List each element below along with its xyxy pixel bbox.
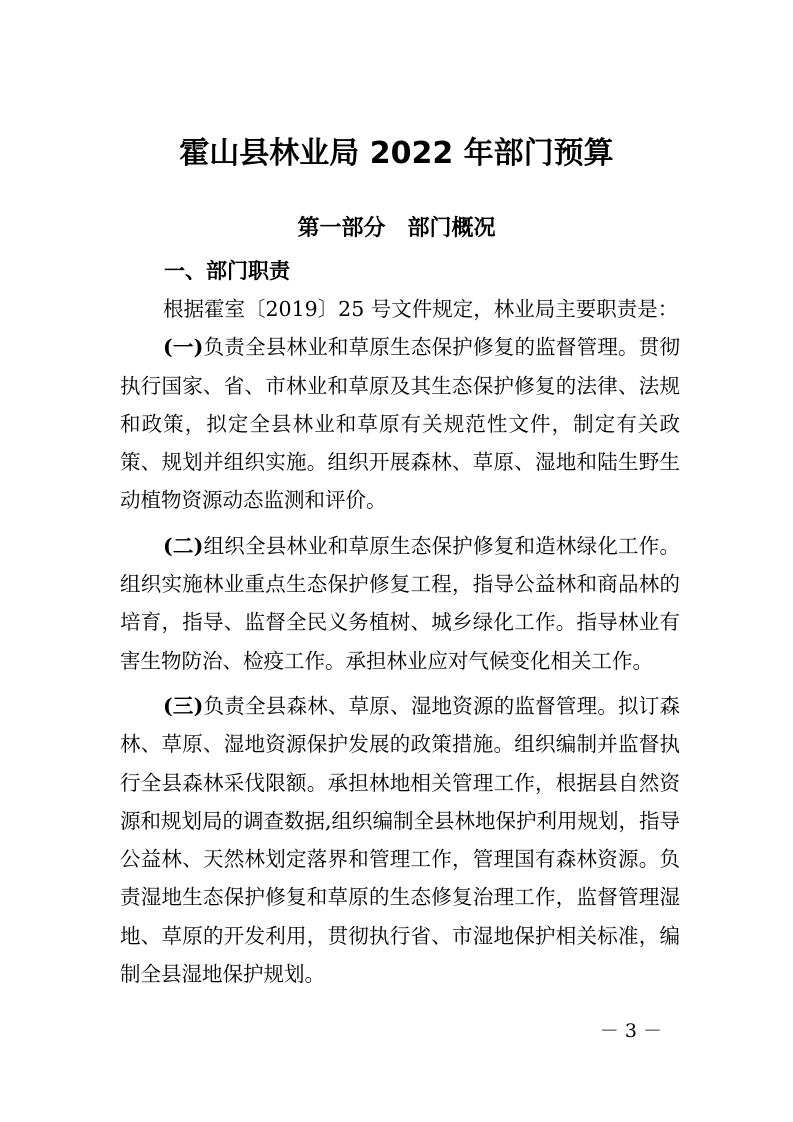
item-text: 组织全县林业和草原生态保护修复和造林绿化工作。组织实施林业重点生态保护修复工程，指导公益林和商品林的培育，指导、监督全民义务植树、城乡绿化工作。指导林业有害生物防治、检疫工作。承担林业应对气候变化相关工作。 <box>120 533 681 673</box>
duty-paragraph-2 <box>120 527 680 680</box>
section-heading: 一、部门职责 <box>164 259 290 283</box>
duty-paragraph-3 <box>120 687 680 993</box>
part-heading <box>0 212 793 246</box>
document-title: 霍山县林业局 2022 年部门预算 <box>179 136 614 171</box>
body-text <box>120 290 680 993</box>
part-label: 第一部分 <box>297 216 386 241</box>
item-label: (三) <box>163 693 204 718</box>
item-text: 负责全县森林、草原、湿地资源的监督管理。拟订森林、草原、湿地资源保护发展的政策措施。组织编制并监督执行全县森林采伐限额。承担林地相关管理工作，根据县自然资源和规划局的调查数据,组织编制全县林地保护利用规划，指导公益林、天然林划定落界和管理工作，管理国有森林资源。负责湿地生态保护修复和草原的生态修复治理工作，监督管理湿地、草原的开发利用，贯彻执行省、市湿地保护相关标准，编制全县湿地保护规划。 <box>120 693 681 987</box>
intro-paragraph: 根据霍室〔2019〕25 号文件规定，林业局主要职责是： <box>163 297 679 321</box>
page-number: － 3 － <box>599 1020 662 1042</box>
item-text: 负责全县林业和草原生态保护修复的监督管理。贯彻执行国家、省、市林业和草原及其生态保护修复的法律、法规和政策，拟定全县林业和草原有关规范性文件，制定有关政策、规划并组织实施。组织开展森林、草原、湿地和陆生野生动植物资源动态监测和评价。 <box>120 335 681 513</box>
item-label: (一) <box>163 335 204 360</box>
duty-paragraph-1 <box>120 328 680 519</box>
part-title: 部门概况 <box>407 216 496 241</box>
item-label: (二) <box>163 533 204 558</box>
